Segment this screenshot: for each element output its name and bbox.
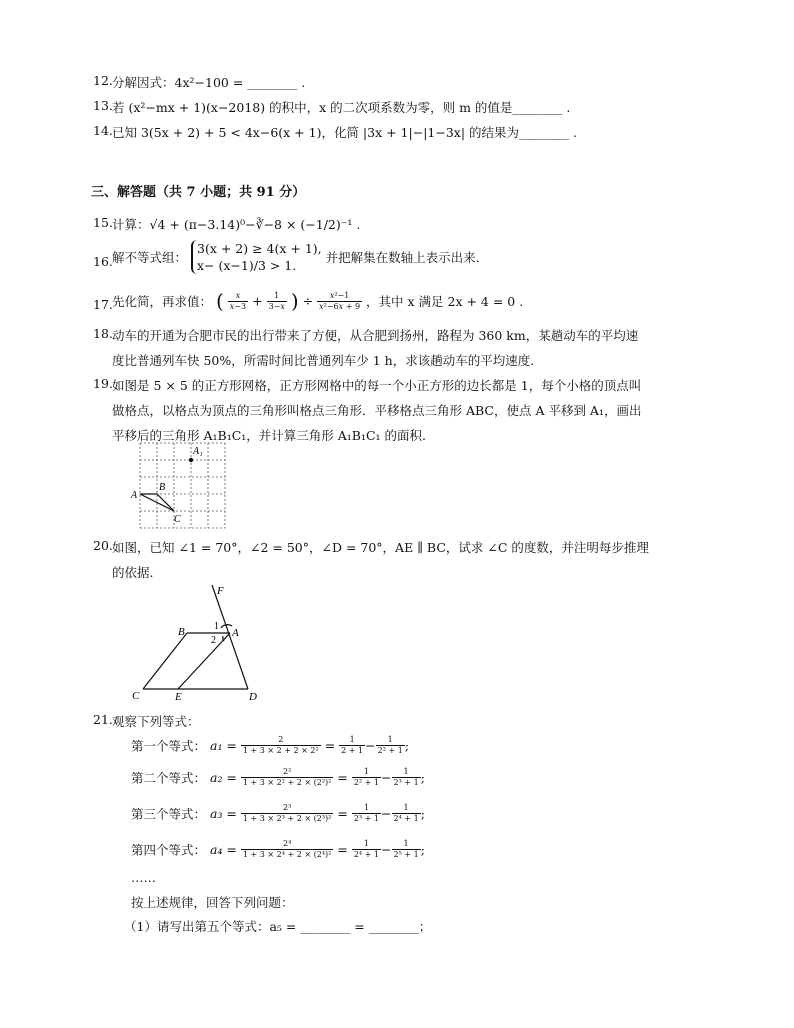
q14-text: 已知 3(5x + 2) + 5 < 4x−6(x + 1)，化简 |3x + 1|−|1−3x| 的结果为________ .	[112, 125, 577, 140]
eq-label: 第一个等式：	[131, 738, 207, 754]
q18-line2: 度比普通列车快 50%，所需时间比普通列车少 1 h，求该趟动车的平均速度.	[112, 353, 535, 368]
label-b: B	[178, 626, 185, 638]
label-b: B	[159, 482, 166, 493]
q12-text: 分解因式：4x²−100 = ________ .	[112, 75, 306, 90]
q17-number: 17.	[93, 297, 113, 312]
q14-number: 14.	[93, 123, 113, 138]
eq-label: 第四个等式：	[131, 842, 207, 858]
q18-line1: 动车的开通为合肥市民的出行带来了方便，从合肥到扬州，路程为 360 km，某趟动车的平均速	[112, 328, 639, 343]
q16-eq1: 3(x + 2) ≥ 4(x + 1),	[197, 241, 322, 256]
q13-text: 若 (x²−mx + 1)(x−2018) 的积中，x 的二次项系数为零，则 m 的值是________ .	[112, 100, 571, 115]
q16-tail: 并把解集在数轴上表示出来.	[325, 250, 480, 265]
q13-number: 13.	[93, 98, 113, 113]
q21-lead: 观察下列等式：	[112, 714, 200, 729]
q19-line1: 如图是 5 × 5 的正方形网格，正方形网格中的每一个小正方形的边长都是 1，每个小格的顶点叫	[112, 378, 642, 393]
angle-2-label: 2	[211, 635, 216, 646]
q17-frac3: $\frac{\text{x²−1}}{\text{x²−6x + 9}}$	[319, 290, 361, 311]
q16-lead: 解不等式组：	[112, 250, 188, 265]
eq-label: 第二个等式：	[131, 770, 207, 786]
angle-1-label: 1	[214, 621, 219, 632]
q17-tail: ，其中 x 满足 2x + 4 = 0 .	[366, 294, 524, 309]
section-3-title: 三、解答题（共 7 小题；共 91 分）	[91, 185, 306, 200]
q21-rule: 按上述规律，回答下列问题：	[131, 895, 294, 910]
q19-grid-figure	[130, 438, 230, 530]
q15-number: 15.	[93, 215, 113, 230]
point-a1	[189, 458, 193, 462]
label-a: A	[232, 627, 239, 639]
q17-lead: 先化简，再求值：	[112, 294, 213, 309]
question-16	[112, 240, 480, 274]
q19-line2: 做格点，以格点为顶点的三角形叫格点三角形．平移格点三角形 ABC，使点 A 平移到 A₁，画出	[112, 403, 642, 418]
eq-label: 第三个等式：	[131, 806, 207, 822]
q20-line1: 如图，已知 ∠1 = 70°，∠2 = 50°，∠D = 70°，AE ∥ BC，试求 ∠C 的度数，并注明每步推理	[112, 540, 649, 555]
q21-eq-3: 第三个等式： a₃ = $\frac{\text{2³}}{\text{1 + 3 × 2³ + 2 × (2³)²}}$ = $\frac{1}{\text{2³ + 1}}$ − $\frac{1}{\text{2⁴ + 1}}$ ;	[131, 803, 425, 823]
q19-line3: 平移后的三角形 A₁B₁C₁，并计算三角形 A₁B₁C₁ 的面积.	[112, 428, 427, 443]
q20-geometry-figure	[125, 580, 265, 705]
eq-lhs: a₄ =	[210, 842, 237, 857]
q17-frac2: $\frac{1}{3-x}$	[268, 290, 285, 311]
q15-text: 计算：√4 + (π−3.14)⁰−∛−8 × (−1/2)⁻¹ .	[112, 217, 361, 232]
eq-lhs: a₁ =	[210, 738, 237, 753]
q16-number: 16.	[93, 254, 113, 269]
label-c: C	[132, 690, 140, 702]
label-c: C	[174, 514, 181, 525]
q20-line2: 的依据.	[112, 565, 154, 580]
q21-number: 21.	[93, 712, 113, 727]
q12-number: 12.	[93, 73, 113, 88]
question-17: 先化简，再求值： ( $\frac{x}{x-3}$ + $\frac{1}{3-x}$ ) ÷ $\frac{\text{x²−1}}{\text{x²−6x + 9}}$ ，其中 x 满足 2x + 4 = 0 .	[112, 289, 524, 313]
q21-ellipsis: ……	[131, 870, 156, 885]
label-f: F	[217, 585, 224, 597]
label-d: D	[249, 691, 257, 703]
q17-frac1: $\frac{x}{x-3}$	[229, 290, 247, 311]
q18-number: 18.	[93, 326, 113, 341]
q16-system-brace	[191, 240, 322, 274]
q21-eq-2: 第二个等式： a₂ = $\frac{\text{2²}}{\text{1 + 3 × 2² + 2 × (2²)²}}$ = $\frac{1}{\text{2² + 1}}$ − $\frac{1}{\text{2³ + 1}}$ ;	[131, 767, 425, 787]
label-e: E	[175, 691, 182, 703]
eq-lhs: a₂ =	[210, 770, 237, 785]
q21-part-1: （1）请写出第五个等式：a₅ = ________ = ________；	[124, 919, 432, 934]
question-12	[112, 73, 305, 91]
eq-lhs: a₃ =	[210, 806, 237, 821]
q20-number: 20.	[93, 538, 113, 553]
q16-eq2: x− (x−1)/3 > 1.	[197, 258, 297, 273]
label-a1: A₁	[193, 446, 203, 457]
label-a: A	[131, 490, 138, 501]
q21-eq-4: 第四个等式： a₄ = $\frac{\text{2⁴}}{\text{1 + 3 × 2⁴ + 2 × (2⁴)²}}$ = $\frac{1}{\text{2⁴ + 1}}$ − $\frac{1}{\text{2⁵ + 1}}$ ;	[131, 839, 425, 859]
q21-eq-1: 第一个等式： a₁ = $\frac{2}{\text{1 + 3 × 2 + 2 × 2²}}$ = $\frac{1}{2 + 1}$ − $\frac{1}{\text{2² + 1}}$ ;	[131, 735, 410, 755]
q19-number: 19.	[93, 376, 113, 391]
